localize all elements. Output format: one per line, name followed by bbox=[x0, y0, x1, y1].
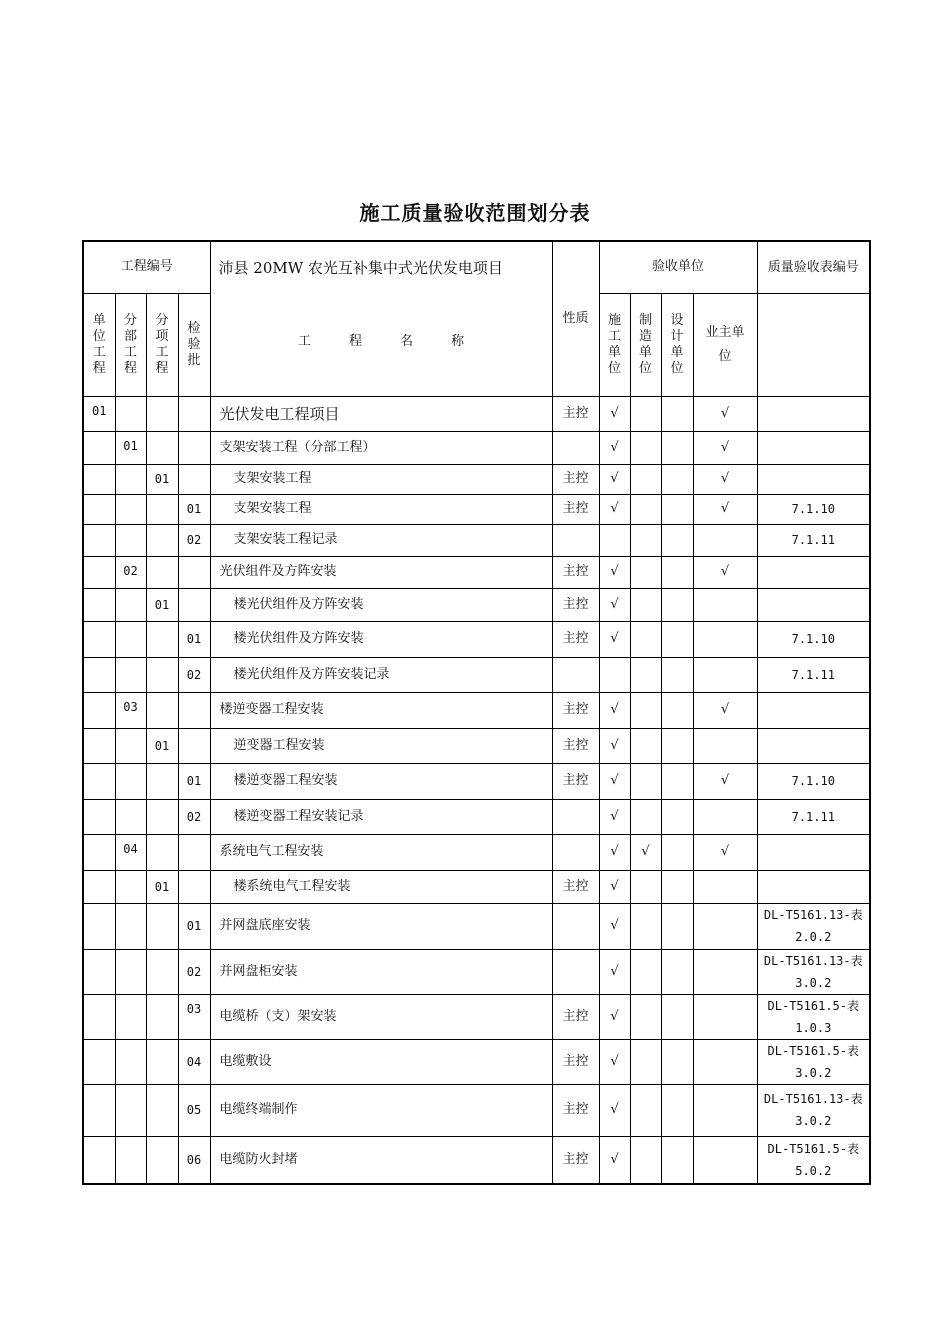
unit-code-cell bbox=[83, 949, 115, 994]
construction-check: √ bbox=[599, 556, 630, 588]
unit-code-cell bbox=[83, 657, 115, 692]
form-number-cell bbox=[757, 870, 870, 903]
manufacturer-check bbox=[630, 870, 661, 903]
lot-code-cell: 01 bbox=[178, 494, 210, 524]
form-no-header: 质量验收表编号 bbox=[757, 241, 870, 293]
project-name-cell: 支架安装工程 bbox=[210, 464, 552, 494]
form-number-cell: DL-T5161.13-表 3.0.2 bbox=[757, 1084, 870, 1136]
manufacturer-check bbox=[630, 431, 661, 464]
design-check bbox=[661, 1136, 693, 1184]
table-row bbox=[83, 728, 870, 763]
item-code-cell: 01 bbox=[146, 870, 178, 903]
form-number-cell: DL-T5161.5-表 3.0.2 bbox=[757, 1039, 870, 1084]
header-row-1 bbox=[83, 241, 870, 293]
item-project-header: 分 项 工 程 bbox=[146, 293, 178, 396]
unit-code-cell bbox=[83, 834, 115, 870]
project-name-cell: 并网盘柜安装 bbox=[210, 949, 552, 994]
manufacturer-check bbox=[630, 728, 661, 763]
lot-code-cell bbox=[178, 556, 210, 588]
lot-code-cell bbox=[178, 588, 210, 621]
owner-check bbox=[693, 903, 757, 949]
nature-cell: 主控 bbox=[552, 556, 599, 588]
owner-check bbox=[693, 1039, 757, 1084]
project-name-cell: 楼系统电气工程安装 bbox=[210, 870, 552, 903]
sub-code-cell bbox=[115, 1136, 146, 1184]
project-name-cell: 并网盘底座安装 bbox=[210, 903, 552, 949]
project-name-cell: 楼光伏组件及方阵安装 bbox=[210, 621, 552, 657]
owner-check bbox=[693, 524, 757, 556]
owner-check: √ bbox=[693, 431, 757, 464]
nature-cell: 主控 bbox=[552, 464, 599, 494]
sub-code-cell: 03 bbox=[115, 692, 146, 728]
form-number-cell: 7.1.10 bbox=[757, 494, 870, 524]
construction-check: √ bbox=[599, 949, 630, 994]
owner-check bbox=[693, 870, 757, 903]
item-code-cell bbox=[146, 903, 178, 949]
design-check bbox=[661, 870, 693, 903]
table-row bbox=[83, 1084, 870, 1136]
project-name-cell: 光伏发电工程项目 bbox=[210, 396, 552, 431]
manufacturer-check bbox=[630, 903, 661, 949]
table-row bbox=[83, 903, 870, 949]
lot-code-cell: 02 bbox=[178, 949, 210, 994]
nature-cell: 主控 bbox=[552, 728, 599, 763]
nature-cell bbox=[552, 657, 599, 692]
nature-cell: 主控 bbox=[552, 692, 599, 728]
unit-code-cell bbox=[83, 431, 115, 464]
table-row bbox=[83, 396, 870, 431]
construction-check: √ bbox=[599, 396, 630, 431]
construction-check: √ bbox=[599, 903, 630, 949]
table-row bbox=[83, 763, 870, 799]
sub-code-cell bbox=[115, 870, 146, 903]
item-code-cell bbox=[146, 431, 178, 464]
item-code-cell: 01 bbox=[146, 464, 178, 494]
project-name-cell: 支架安装工程 bbox=[210, 494, 552, 524]
item-code-cell bbox=[146, 556, 178, 588]
item-code-cell bbox=[146, 994, 178, 1039]
unit-code-cell bbox=[83, 994, 115, 1039]
project-name-cell: 楼光伏组件及方阵安装记录 bbox=[210, 657, 552, 692]
form-number-cell bbox=[757, 431, 870, 464]
lot-code-cell: 04 bbox=[178, 1039, 210, 1084]
table-row bbox=[83, 657, 870, 692]
manufacturer-check bbox=[630, 1084, 661, 1136]
lot-code-cell: 02 bbox=[178, 799, 210, 834]
nature-cell bbox=[552, 903, 599, 949]
design-check bbox=[661, 556, 693, 588]
item-code-cell bbox=[146, 657, 178, 692]
form-number-cell bbox=[757, 692, 870, 728]
nature-cell: 主控 bbox=[552, 396, 599, 431]
lot-code-cell: 02 bbox=[178, 657, 210, 692]
project-name-cell: 电缆终端制作 bbox=[210, 1084, 552, 1136]
owner-check: √ bbox=[693, 556, 757, 588]
unit-code-cell bbox=[83, 1084, 115, 1136]
design-check bbox=[661, 692, 693, 728]
form-number-cell: DL-T5161.13-表 2.0.2 bbox=[757, 903, 870, 949]
project-name-label: 工程名称 bbox=[298, 334, 503, 349]
form-no-blank bbox=[757, 293, 870, 396]
item-code-cell bbox=[146, 621, 178, 657]
manufacturer-unit-header: 制 造 单 位 bbox=[630, 293, 661, 396]
form-number-cell bbox=[757, 464, 870, 494]
design-check bbox=[661, 396, 693, 431]
design-check bbox=[661, 588, 693, 621]
project-name-cell: 电缆防火封堵 bbox=[210, 1136, 552, 1184]
lot-code-cell bbox=[178, 728, 210, 763]
sub-code-cell: 02 bbox=[115, 556, 146, 588]
design-check bbox=[661, 1084, 693, 1136]
unit-code-cell bbox=[83, 494, 115, 524]
unit-code-cell bbox=[83, 870, 115, 903]
design-check bbox=[661, 1039, 693, 1084]
owner-check bbox=[693, 657, 757, 692]
owner-check bbox=[693, 621, 757, 657]
project-name-cell: 支架安装工程记录 bbox=[210, 524, 552, 556]
acceptance-scope-table bbox=[82, 240, 871, 1185]
sub-code-cell bbox=[115, 1039, 146, 1084]
construction-check: √ bbox=[599, 763, 630, 799]
owner-unit-header: 业主单 位 bbox=[693, 293, 757, 396]
sub-code-cell: 04 bbox=[115, 834, 146, 870]
owner-check bbox=[693, 994, 757, 1039]
table-row bbox=[83, 556, 870, 588]
unit-code-cell bbox=[83, 1039, 115, 1084]
owner-check bbox=[693, 588, 757, 621]
table-row bbox=[83, 524, 870, 556]
item-code-cell bbox=[146, 834, 178, 870]
form-number-cell: DL-T5161.5-表 5.0.2 bbox=[757, 1136, 870, 1184]
manufacturer-check bbox=[630, 524, 661, 556]
lot-code-cell: 05 bbox=[178, 1084, 210, 1136]
design-check bbox=[661, 464, 693, 494]
unit-code-cell bbox=[83, 621, 115, 657]
acceptance-units-header: 验收单位 bbox=[599, 241, 757, 293]
sub-code-cell bbox=[115, 763, 146, 799]
item-code-cell: 01 bbox=[146, 728, 178, 763]
manufacturer-check bbox=[630, 799, 661, 834]
design-check bbox=[661, 494, 693, 524]
construction-check: √ bbox=[599, 1039, 630, 1084]
nature-cell bbox=[552, 431, 599, 464]
unit-code-cell bbox=[83, 763, 115, 799]
manufacturer-check bbox=[630, 657, 661, 692]
table-row bbox=[83, 431, 870, 464]
form-number-cell: 7.1.10 bbox=[757, 763, 870, 799]
construction-check: √ bbox=[599, 1084, 630, 1136]
nature-cell: 主控 bbox=[552, 588, 599, 621]
sub-code-cell bbox=[115, 949, 146, 994]
table-row bbox=[83, 464, 870, 494]
owner-check: √ bbox=[693, 396, 757, 431]
sub-code-cell bbox=[115, 464, 146, 494]
project-name-cell: 电缆桥（支）架安装 bbox=[210, 994, 552, 1039]
item-code-cell bbox=[146, 524, 178, 556]
nature-cell bbox=[552, 834, 599, 870]
table-row bbox=[83, 494, 870, 524]
project-name-cell: 支架安装工程（分部工程） bbox=[210, 431, 552, 464]
table-row bbox=[83, 588, 870, 621]
sub-code-cell bbox=[115, 494, 146, 524]
unit-code-cell bbox=[83, 556, 115, 588]
form-number-cell: 7.1.11 bbox=[757, 524, 870, 556]
manufacturer-check bbox=[630, 1136, 661, 1184]
item-code-cell bbox=[146, 1084, 178, 1136]
sub-code-cell bbox=[115, 396, 146, 431]
code-label: 工程编号 bbox=[83, 241, 210, 293]
manufacturer-check bbox=[630, 494, 661, 524]
construction-check: √ bbox=[599, 1136, 630, 1184]
nature-cell: 主控 bbox=[552, 494, 599, 524]
item-code-cell bbox=[146, 1039, 178, 1084]
manufacturer-check: √ bbox=[630, 834, 661, 870]
sub-code-cell bbox=[115, 657, 146, 692]
nature-cell: 主控 bbox=[552, 994, 599, 1039]
form-number-cell: DL-T5161.13-表 3.0.2 bbox=[757, 949, 870, 994]
item-code-cell bbox=[146, 692, 178, 728]
item-code-cell bbox=[146, 799, 178, 834]
design-check bbox=[661, 799, 693, 834]
manufacturer-check bbox=[630, 464, 661, 494]
lot-code-cell: 02 bbox=[178, 524, 210, 556]
construction-check bbox=[599, 657, 630, 692]
sub-code-cell bbox=[115, 994, 146, 1039]
design-unit-header: 设 计 单 位 bbox=[661, 293, 693, 396]
lot-code-cell bbox=[178, 464, 210, 494]
table-row bbox=[83, 799, 870, 834]
table-row bbox=[83, 834, 870, 870]
manufacturer-check bbox=[630, 949, 661, 994]
owner-check bbox=[693, 728, 757, 763]
design-check bbox=[661, 763, 693, 799]
construction-check: √ bbox=[599, 870, 630, 903]
manufacturer-check bbox=[630, 692, 661, 728]
form-number-cell: 7.1.10 bbox=[757, 621, 870, 657]
unit-code-cell bbox=[83, 588, 115, 621]
unit-code-cell bbox=[83, 728, 115, 763]
sub-code-cell bbox=[115, 524, 146, 556]
manufacturer-check bbox=[630, 994, 661, 1039]
table-row bbox=[83, 994, 870, 1039]
sub-code-cell bbox=[115, 588, 146, 621]
owner-check: √ bbox=[693, 834, 757, 870]
design-check bbox=[661, 524, 693, 556]
project-cell bbox=[210, 241, 552, 396]
form-number-cell: 7.1.11 bbox=[757, 657, 870, 692]
lot-code-cell: 01 bbox=[178, 621, 210, 657]
form-number-cell bbox=[757, 834, 870, 870]
item-code-cell bbox=[146, 763, 178, 799]
project-name-cell: 楼逆变器工程安装 bbox=[210, 692, 552, 728]
sub-project-header: 分 部 工 程 bbox=[115, 293, 146, 396]
lot-code-cell: 03 bbox=[178, 994, 210, 1039]
nature-cell: 主控 bbox=[552, 1136, 599, 1184]
design-check bbox=[661, 621, 693, 657]
construction-check: √ bbox=[599, 494, 630, 524]
owner-check: √ bbox=[693, 692, 757, 728]
table-row bbox=[83, 870, 870, 903]
lot-code-cell: 01 bbox=[178, 763, 210, 799]
construction-check: √ bbox=[599, 588, 630, 621]
lot-code-cell: 06 bbox=[178, 1136, 210, 1184]
sub-code-cell bbox=[115, 1084, 146, 1136]
design-check bbox=[661, 834, 693, 870]
lot-code-cell bbox=[178, 431, 210, 464]
construction-check: √ bbox=[599, 799, 630, 834]
unit-code-cell bbox=[83, 1136, 115, 1184]
project-name-cell: 楼光伏组件及方阵安装 bbox=[210, 588, 552, 621]
table-row bbox=[83, 1136, 870, 1184]
page-title: 施工质量验收范围划分表 bbox=[359, 201, 591, 225]
design-check bbox=[661, 431, 693, 464]
sub-code-cell bbox=[115, 903, 146, 949]
unit-code-cell: 01 bbox=[83, 396, 115, 431]
unit-code-cell bbox=[83, 692, 115, 728]
project-name-cell: 光伏组件及方阵安装 bbox=[210, 556, 552, 588]
nature-cell: 主控 bbox=[552, 1039, 599, 1084]
manufacturer-check bbox=[630, 588, 661, 621]
unit-project-header: 单 位 工 程 bbox=[83, 293, 115, 396]
nature-cell: 主控 bbox=[552, 763, 599, 799]
nature-header: 性质 bbox=[552, 241, 599, 396]
lot-code-cell bbox=[178, 692, 210, 728]
design-check bbox=[661, 903, 693, 949]
sub-code-cell bbox=[115, 799, 146, 834]
unit-code-cell bbox=[83, 799, 115, 834]
manufacturer-check bbox=[630, 396, 661, 431]
manufacturer-check bbox=[630, 621, 661, 657]
unit-code-cell bbox=[83, 524, 115, 556]
form-number-cell: DL-T5161.5-表 1.0.3 bbox=[757, 994, 870, 1039]
lot-code-cell bbox=[178, 396, 210, 431]
lot-code-cell bbox=[178, 834, 210, 870]
construction-check: √ bbox=[599, 834, 630, 870]
design-check bbox=[661, 657, 693, 692]
table-row bbox=[83, 1039, 870, 1084]
owner-check bbox=[693, 799, 757, 834]
construction-check: √ bbox=[599, 692, 630, 728]
construction-check bbox=[599, 524, 630, 556]
design-check bbox=[661, 949, 693, 994]
project-name-cell: 电缆敷设 bbox=[210, 1039, 552, 1084]
sub-code-cell: 01 bbox=[115, 431, 146, 464]
owner-check: √ bbox=[693, 763, 757, 799]
nature-cell: 主控 bbox=[552, 1084, 599, 1136]
table-row bbox=[83, 949, 870, 994]
construction-check: √ bbox=[599, 728, 630, 763]
project-name-cell: 楼逆变器工程安装 bbox=[210, 763, 552, 799]
construction-check: √ bbox=[599, 994, 630, 1039]
nature-cell bbox=[552, 524, 599, 556]
construction-check: √ bbox=[599, 431, 630, 464]
nature-cell bbox=[552, 799, 599, 834]
unit-code-cell bbox=[83, 903, 115, 949]
item-code-cell bbox=[146, 494, 178, 524]
construction-check: √ bbox=[599, 621, 630, 657]
project-title: 沛县 20MW 农光互补集中式光伏发电项目 bbox=[218, 259, 503, 277]
owner-check bbox=[693, 1084, 757, 1136]
owner-check: √ bbox=[693, 464, 757, 494]
form-number-cell bbox=[757, 588, 870, 621]
nature-cell bbox=[552, 949, 599, 994]
nature-cell: 主控 bbox=[552, 621, 599, 657]
item-code-cell bbox=[146, 1136, 178, 1184]
project-name-cell: 逆变器工程安装 bbox=[210, 728, 552, 763]
table-row bbox=[83, 621, 870, 657]
project-name-cell: 楼逆变器工程安装记录 bbox=[210, 799, 552, 834]
construction-unit-header: 施 工 单 位 bbox=[599, 293, 630, 396]
design-check bbox=[661, 994, 693, 1039]
lot-code-cell: 01 bbox=[178, 903, 210, 949]
sub-code-cell bbox=[115, 621, 146, 657]
manufacturer-check bbox=[630, 763, 661, 799]
inspection-lot-header: 检 验 批 bbox=[178, 293, 210, 396]
item-code-cell bbox=[146, 949, 178, 994]
construction-check: √ bbox=[599, 464, 630, 494]
form-number-cell bbox=[757, 556, 870, 588]
item-code-cell bbox=[146, 396, 178, 431]
design-check bbox=[661, 728, 693, 763]
form-number-cell: 7.1.11 bbox=[757, 799, 870, 834]
lot-code-cell bbox=[178, 870, 210, 903]
manufacturer-check bbox=[630, 556, 661, 588]
item-code-cell: 01 bbox=[146, 588, 178, 621]
form-number-cell bbox=[757, 728, 870, 763]
owner-check: √ bbox=[693, 494, 757, 524]
table-row bbox=[83, 692, 870, 728]
owner-check bbox=[693, 949, 757, 994]
project-name-cell: 系统电气工程安装 bbox=[210, 834, 552, 870]
form-number-cell bbox=[757, 396, 870, 431]
owner-check bbox=[693, 1136, 757, 1184]
unit-code-cell bbox=[83, 464, 115, 494]
sub-code-cell bbox=[115, 728, 146, 763]
manufacturer-check bbox=[630, 1039, 661, 1084]
nature-cell: 主控 bbox=[552, 870, 599, 903]
